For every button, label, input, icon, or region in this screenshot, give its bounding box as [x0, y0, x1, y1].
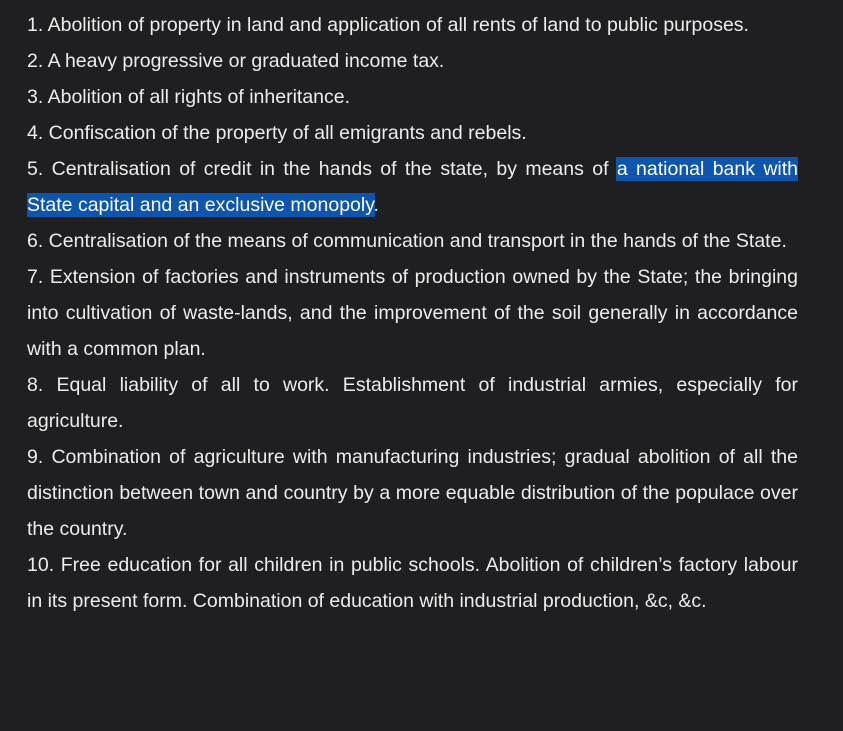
list-item-2[interactable]: 2. A heavy progressive or graduated income tax. — [27, 50, 445, 72]
list-item-10[interactable]: 10. Free education for all children in public schools. Abolition of children’s factory labour in its present form. Combination of education with industrial production, &c, &c. — [27, 554, 798, 612]
document-body[interactable] — [27, 7, 798, 619]
list-item-1[interactable]: 1. Abolition of property in land and application of all rents of land to public purposes. — [27, 14, 749, 36]
list-item-4[interactable]: 4. Confiscation of the property of all emigrants and rebels. — [27, 122, 527, 144]
list-item-5[interactable] — [27, 151, 798, 223]
list-item-8[interactable]: 8. Equal liability of all to work. Establishment of industrial armies, especially for agriculture. — [27, 374, 798, 432]
list-item-3[interactable]: 3. Abolition of all rights of inheritance. — [27, 86, 351, 108]
list-item-5-text-before[interactable]: 5. Centralisation of credit in the hands of the state, by means of — [27, 158, 617, 180]
list-item-9[interactable]: 9. Combination of agriculture with manufacturing industries; gradual abolition of all the distinction between town and country by a more equable distribution of the populace over the country. — [27, 446, 798, 540]
list-item-5-text-after[interactable]: . — [373, 194, 379, 216]
selected-text[interactable]: a national bank with State capital and an exclusive monopoly — [27, 158, 799, 216]
list-item-7[interactable]: 7. Extension of factories and instruments of production owned by the State; the bringing into cultivation of waste-lands, and the improvement of the soil generally in accordance with a common plan. — [27, 266, 798, 360]
list-item-6[interactable]: 6. Centralisation of the means of communication and transport in the hands of the State. — [27, 230, 787, 252]
